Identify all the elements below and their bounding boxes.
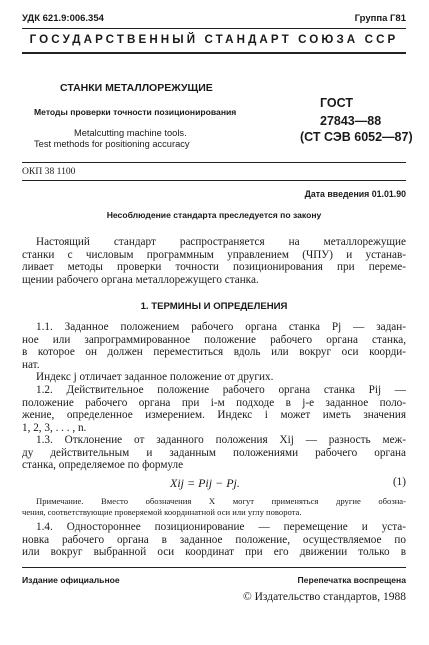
paragraph-index-note: Индекс j отличает заданное положение от других. <box>36 371 274 384</box>
paragraph-line: жение, определенное измерением. Индекс i может иметь значения <box>22 409 406 422</box>
gost-label: ГОСТ <box>320 96 353 110</box>
paragraph-line: ду действительным и заданным положениями рабочего органа <box>22 446 406 459</box>
intro-line: Настоящий стандарт распространяется на металлорежущие <box>36 236 406 248</box>
paragraph-line: нат. <box>22 358 40 371</box>
paragraph-line: новка рабочего органа в заданное положение, осуществляемое по <box>22 533 406 546</box>
paragraph-line: 1.4. Одностороннее позиционирование — перемещение и уста- <box>36 521 406 533</box>
okp-code: ОКП 38 1100 <box>22 166 76 177</box>
paragraph-line: или вокруг выбранной оси координат при его движении только в <box>22 546 406 559</box>
paragraph-line: ное или запрограммированное положение рабочего органа станка, <box>22 333 406 346</box>
group-code: Группа Г81 <box>354 13 406 24</box>
intro-line: щении рабочего органа металлорежущего станка. <box>22 273 259 286</box>
paragraph-line: 1.2. Действительное положение рабочего органа станка Pij — <box>36 384 406 396</box>
formula-number: (1) <box>392 476 406 488</box>
udc-code: УДК 621.9:006.354 <box>22 13 104 24</box>
footer-rule <box>22 567 406 568</box>
legal-notice: Несоблюдение стандарта преследуется по закону <box>106 210 322 220</box>
note-block <box>22 496 406 517</box>
paragraph-line: в которое он должен переместиться вдоль или вокруг оси коорди- <box>22 346 406 359</box>
note-line: Примечание. Вместо обозначения X могут применяться другие обозна- <box>36 496 406 506</box>
reprint-prohibited-label: Перепечатка воспрещена <box>297 575 406 585</box>
title-english-1: Metalcutting machine tools. <box>74 128 187 138</box>
paragraph-line: 1.1. Заданное положением рабочего органа станка Pj — задан- <box>36 321 406 333</box>
paragraph-1-4 <box>22 521 406 559</box>
intro-paragraph <box>22 236 406 286</box>
formula: Xij = Pij − Pj. <box>170 476 240 490</box>
gost-number: 27843—88 <box>320 114 382 128</box>
title-block-rule <box>22 162 406 163</box>
title-english-2: Test methods for positioning accuracy <box>34 139 190 149</box>
header-rule-top <box>22 28 406 29</box>
paragraph-1-3 <box>22 434 406 472</box>
document-title: СТАНКИ МЕТАЛЛОРЕЖУЩИЕ <box>60 82 213 94</box>
document-subtitle: Методы проверки точности позиционирования <box>34 107 237 117</box>
section-heading: 1. ТЕРМИНЫ И ОПРЕДЕЛЕНИЯ <box>140 301 288 312</box>
intro-line: ливает методы проверки точности позиционирования при переме- <box>22 261 406 274</box>
official-edition-label: Издание официальное <box>22 575 120 585</box>
copyright-line: © Издательство стандартов, 1988 <box>242 591 406 603</box>
header-rule-bottom <box>22 52 406 54</box>
paragraph-line: 1, 2, 3, . . . , n. <box>22 421 87 434</box>
introduction-date: Дата введения 01.01.90 <box>304 189 406 199</box>
note-line: чения, соответствующие проверяемой координатной оси или углу поворота. <box>22 506 302 517</box>
okp-rule <box>22 180 406 181</box>
paragraph-1-2 <box>22 384 406 434</box>
paragraph-line: 1.3. Отклонение от заданного положения Xij — разность меж- <box>36 434 406 446</box>
standard-banner: ГОСУДАРСТВЕННЫЙ СТАНДАРТ СОЮЗА ССР <box>29 33 399 46</box>
paragraph-line: положение рабочего органа при i-м подходе в j-е заданное поло- <box>22 396 406 409</box>
intro-line: станки с числовым программным управлением (ЧПУ) и устанав- <box>22 248 406 261</box>
paragraph-line: станка, определяемое по формуле <box>22 459 184 472</box>
paragraph-1-1 <box>22 321 406 384</box>
st-sev-number: (СТ СЭВ 6052—87) <box>300 130 413 144</box>
